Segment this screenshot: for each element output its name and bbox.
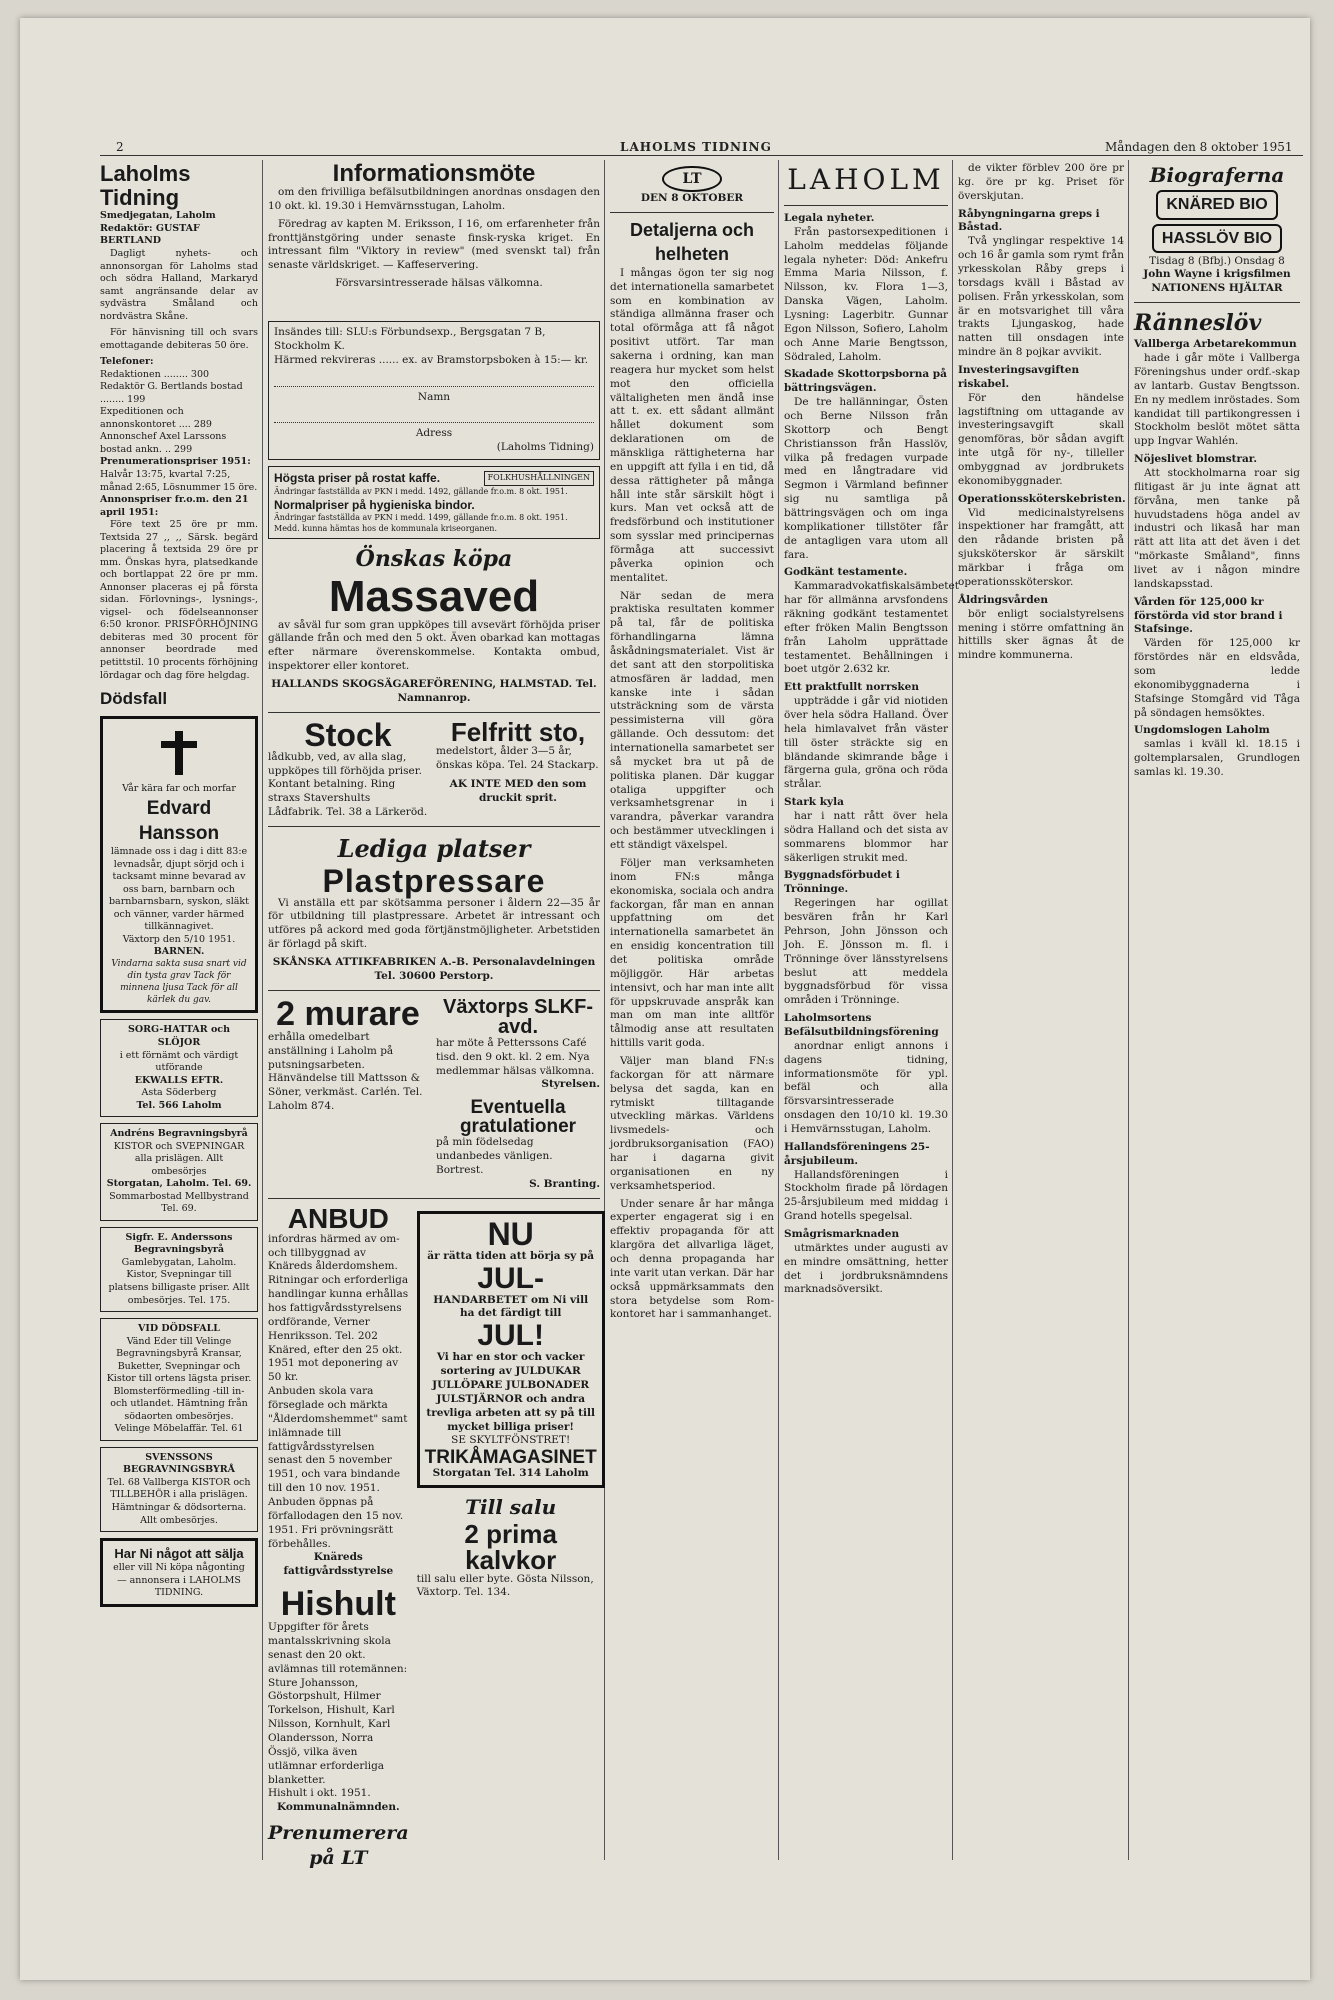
ad-address: Storgatan, Laholm. Tel. 69. — [106, 1178, 252, 1190]
stock-ad — [268, 716, 428, 820]
stock-heading: Stock — [304, 716, 392, 753]
anbud-heading: ANBUD — [287, 1202, 389, 1234]
anbud-row — [268, 1202, 600, 1872]
masthead-intro: Dagligt nyhets- och annonsorgan för Laholms stad och södra Halland, Markaryd samt angränsande delar av sydvästra Småland och nordvästra Skåne. — [100, 247, 258, 322]
column-local — [1134, 162, 1300, 1842]
masthead-title: Laholms Tidning — [100, 161, 191, 211]
notice-note: Ändringar fastställda av PKN i medd. 1499, gällande fr.o.m. 8 okt. 1951. Medd. kunna hämtas hos de kommunala kriseorganen. — [274, 513, 568, 533]
page-number: 2 — [116, 140, 124, 154]
ad-velinge — [100, 1318, 258, 1441]
ad-svenssons — [100, 1447, 258, 1532]
news-text: Två ynglingar respektive 14 och 16 år gamla som rymt från yrkesskolan Råby greps i torsdags kväll i Båstad av polisen. Från yrkesskolan, som är en motsvarighet till våra trakts Ljungaskog, hade natten till onsdagen inte mindre än 8 pojkar avvikit. — [958, 235, 1124, 359]
editorial-paragraph: När sedan de mera praktiska resultaten kommer på tal, får de politiska förhandlingarna lämna åskådningsmaterialet. Vist är det sant att den storpolitiska atmosfären är laddad, men kanske inte i sådan utsträckning som de värsta pessimisterna vill göra gällande. Och dessutom: det internationella samarbetet ser så mycket bra ut på de politiska planen. Där kuggar otaliga uppgifter och verksamhetsgrenar in i varandra, påverkar varandra och bestämmer utvecklingen i ett ständigt växelspel. — [610, 589, 774, 852]
address-field[interactable] — [274, 408, 594, 423]
header-rule — [100, 155, 1303, 156]
death-name: Edvard Hansson — [138, 798, 220, 845]
editorial-paragraph: I mångas ögon ter sig nog det internationella samarbetet som en kombination av ständiga allmänna fraser och total oförmåga att få något positivt utfört. Tar man sakerna i ordning, kan man reagera hur mycket som helst mot den officiella vältaligheten men ändå inse att t. ex. ett sådant allmänt hållet dokument som deklarationen om de mänskliga rättigheterna har en uppgift att fylla i en tid, då dessa rättigheter på många håll inte står särskilt högt i kurs. Man vet också att de fredsförbund och institutioner som sysslar med principernas förmåga att successivt påverka opinion och mentalitet. — [610, 266, 774, 584]
hishult-text: Uppgifter för årets mantalsskrivning skola senast den 20 okt. avlämnas till rotemännen: Sture Johansson, Göstorpshult, Hilmer Torkelson, Hishult, Karl Nilsson, Kornhult, Karl Olandersson, Norra Össjö, vilka även utlämnar erforderliga blanketter. — [268, 1621, 408, 1786]
anbud-ad — [268, 1202, 409, 1872]
kalvkor-heading: 2 prima kalvkor — [464, 1518, 557, 1575]
name-label: Namn — [417, 390, 451, 403]
info-text: Föredrag av kapten M. Eriksson, I 16, om erfarenheter från fronttjänstgöring under senaste finsk-ryska kriget. En intressant film "Viktory in review" (med svenskt tal) från senaste världskriget. — Kaffeservering. — [268, 217, 600, 272]
news-text: bör enligt socialstyrelsens mening i större omfattning än hittills sker ägnas åt de mindre kommunerna. — [958, 607, 1124, 662]
editorial-title: Detaljerna och helheten — [629, 220, 755, 265]
phone-line: Annonschef Axel Larssons bostad ankn. .. 299 — [100, 431, 227, 455]
eventuella-heading: Eventuella gratulationer — [459, 1097, 577, 1138]
divider — [268, 990, 600, 991]
divider — [610, 212, 774, 213]
masthead-address: Smedjegatan, Laholm — [100, 210, 216, 222]
prenumerera-heading: Prenumerera på LT — [268, 1822, 409, 1870]
jul-ad — [417, 1205, 605, 1872]
massaved-text: av såväl fur som gran uppköpes till avsevärt förhöjda priser gällande från och med den 5 okt. Även obarkad kan mottagas efter närmare överenskommelse. Kontakta ombud, inspektorer eller kontoret. — [268, 618, 600, 673]
news-text: anordnar enligt annons i dagens tidning, informationsmöte för ypl. befäl och alla försvarsintresserade onsdagen den 10/10 kl. 19.30 i Hemvärnsstugan, Laholm. — [784, 1039, 948, 1135]
ad-text: i ett förnämt och värdigt utförande — [119, 1049, 239, 1074]
hishult-date: Hishult i okt. 1951. — [268, 1787, 371, 1800]
news-text: utmärktes under augusti av en mindre omsättning, hetter det i jordbruksnämndens marknadsöversikt. — [784, 1241, 948, 1296]
column-masthead — [100, 162, 258, 1842]
news-text: Värden för 125,000 kr förstördes när en eldsvåda, som ledde ekonomibyggnaderna i Stafsinge Stomgård vid Tåga på söndagen hemsöktes. — [1134, 637, 1300, 719]
news-heading: Byggnadsförbudet i Trönninge. — [784, 869, 900, 896]
news-heading: Stark kyla — [784, 796, 844, 809]
trika-heading: TRIKÅMAGASINET — [424, 1447, 597, 1469]
ad-extra: Sommarbostad Mellbystrand Tel. 69. — [109, 1190, 249, 1215]
editorial-paragraph: Under senare år har många experter engagerat sig i en effektiv propaganda för att klargöra det allvarliga läget, och denna propaganda har inte varit utan verkan. Där har också uppmärksammats den stora betydelse som Rom-kontoret har i sammanhanget. — [610, 1197, 774, 1321]
news-text: Kammaradvokatfiskalsämbetet har för allmänna arvsfondens räkning godkänt testamentet efter fröken Malin Bengtsson från Laholm upprättade testamentet. Behållningen i boet utgör 2.632 kr. — [784, 580, 959, 676]
news-text: För den händelse lagstiftning om uttagande av investeringsavgift skall genomföras, bör sådan avgift inte utgå för ny-, tilleller ombyggnad av jordbrukets ekonomibyggnader. — [958, 391, 1124, 487]
issue-date: Måndagen den 8 oktober 1951 — [1105, 140, 1293, 154]
editorial-paragraph: Väljer man bland FN:s fackorgan för att närmare belysa det sagda, kan en rytmiskt tilltagande utveckling märkas. Världens livsmedels- och jordbruksorganisation (FAO) har i dagarna givit organisationen en ny verksamhetsperiod. — [610, 1054, 774, 1192]
wish-heading: Önskas köpa — [355, 546, 513, 573]
phone-line: Redaktör G. Bertlands bostad ........ 199 — [100, 381, 243, 405]
eventuella-sign: S. Branting. — [529, 1177, 600, 1190]
editorial-paragraph: Följer man verksamheten inom FN:s många ekonomiska, sociala och andra fackorgan, får man en annan uppfattning om det internationella samarbetet än en ensidig koncentration till det politiska område möjliggör. Här arbetas intensivt, och har man inte allt för uppskruvade anspråk kan man om man inte alltför tålmodig anse att resultaten hittills varit goda. — [610, 856, 774, 1050]
news-heading: Investeringsavgiften riskabel. — [958, 364, 1080, 390]
news-text: samlas i kväll kl. 18.15 i goltemplarsalen, Grundlogen samlas kl. 19.30. — [1134, 738, 1300, 778]
lediga-heading: Lediga platser — [337, 833, 531, 863]
masthead-editor: Redaktör: GUSTAF BERTLAND — [100, 222, 200, 247]
hishult-sign: Kommunalnämnden. — [276, 1801, 400, 1814]
news-heading: Nöjeslivet blomstrar. — [1134, 453, 1258, 466]
ad-prices-label: Annonspriser fr.o.m. den 21 april 1951: — [100, 494, 249, 518]
felfritt-ad — [436, 716, 600, 820]
death-heading: Dödsfall — [100, 689, 168, 709]
cross-icon — [175, 731, 183, 775]
divider — [784, 205, 948, 206]
news-heading: Ungdomslogen Laholm — [1134, 724, 1270, 737]
ad-title: SORG-HATTAR och SLÖJOR — [128, 1024, 230, 1048]
divider — [1134, 302, 1300, 303]
news-heading: Ett praktfullt norrsken — [784, 681, 919, 694]
ad-text: KISTOR och SVEPNINGAR alla prislägen. Allt ombesörjes — [113, 1140, 245, 1177]
notice-label: FOLKHUSHÅLLNINGEN — [484, 471, 594, 486]
column-rule — [262, 160, 263, 1860]
vaxtorp-ad — [436, 997, 600, 1192]
bio-logos — [1134, 188, 1300, 254]
nu-text: är rätta tiden att börja sy på — [427, 1249, 595, 1262]
ad-har-ni — [100, 1538, 258, 1607]
news-text: Hallandsföreningen i Stockholm firade på lördagen 25-årsjubileum med middag i Grand hotells spegelsal. — [784, 1168, 948, 1223]
nu-heading: NU — [487, 1215, 534, 1252]
news-text: Från pastorsexpeditionen i Laholm meddelas följande legala nyheter: Död: Ankefru Emma Maria Nilsson, f. Nilsson, kv. Flora 1—3, Danska Vägen, Laholm. Lysning: Lagerbitr. Gunnar Egon Nilsson, Sofiero, Laholm och Anne Marie Bengtsson, Södraled, Laholm. — [784, 225, 948, 363]
till-salu-heading: Till salu — [465, 1495, 557, 1520]
lt-logo: LT — [662, 166, 721, 192]
anbud-sign: Knäreds fattigvårdsstyrelse — [283, 1551, 394, 1578]
death-place: Växtorp den 5/10 1951. — [122, 933, 236, 945]
eventuella-text: på min födelsedag undanbedes vänligen. Bortrest. — [436, 1136, 553, 1176]
knared-bio-logo: KNÄRED BIO — [1156, 190, 1277, 219]
ak-inte-notice: AK INTE MED den som druckit sprit. — [449, 778, 587, 805]
info-title: Informationsmöte — [332, 160, 536, 187]
column-editorial — [610, 162, 774, 1842]
nu-text: Vi har en stor och vacker sortering av JULDUKAR JULLÖPARE JULBONADER JULSTJÄRNOR och andra trevliga arbeten att sy på till mycket billiga priser! — [426, 1351, 595, 1433]
death-notice — [100, 716, 258, 1013]
news-text: de vikter förblev 200 öre pr kg. öre pr kg. Priset för överskjutan. — [958, 162, 1124, 202]
news-heading: Hallandsföreningens 25-årsjubileum. — [784, 1140, 930, 1167]
prices: Halvår 13:75, kvartal 7:25, månad 2:65, Lösnummer 15 öre. — [100, 469, 258, 493]
news-text: hade i går möte i Vallberga Föreningshus under ordf.-skap av lantarb. Gustav Bengtsson. En ny medlem inröstades. Som kandidat till partikongressen i Stockholm beslöt mötet sätta upp Ingvar Wahlén. — [1134, 352, 1300, 448]
column-regional-news — [958, 162, 1124, 1842]
divider — [268, 1198, 600, 1199]
divider — [268, 826, 600, 827]
phones-label: Telefoner: — [100, 356, 154, 368]
ad-title: Sigfr. E. Anderssons Begravningsbyrå — [125, 1231, 233, 1256]
murare-row — [268, 994, 600, 1192]
form-text: Härmed rekvireras ...... ex. av Bramstorpsboken à 15:— kr. — [274, 353, 589, 366]
felfritt-heading: Felfritt sto, — [450, 716, 586, 747]
ad-text: Tel. 68 Vallberga KISTOR och TILLBEHÖR i alla prislägen. Hämtningar & dödsorterna. Allt ombesörjes. — [107, 1476, 251, 1526]
plast-firm: SKÅNSKA ATTIKFABRIKEN A.-B. Personalavdelningen Tel. 30600 Perstorp. — [272, 956, 596, 982]
column-rule — [952, 160, 953, 1860]
phone-line: Redaktionen ........ 300 — [100, 368, 210, 380]
news-text: Regeringen har ogillat besvären från hr Karl Pehrson, John Jönsson och Joh. E. Jönsson m. fl. i Trönninge över länsstyrelsens beslut att meddela byggnadsförbud för vissa områden i Trönninge. — [784, 897, 948, 1007]
ad-text: eller vill Ni köpa någonting — annonsera i LAHOLMS TIDNING. — [113, 1562, 245, 1599]
ad-title: Andréns Begravningsbyrå — [110, 1128, 248, 1140]
murare-text: erhålla omedelbart anställning i Laholm på putsningsarbeten. Hänvändelse till Mattsson & Söner, verkmäst. Carlén. Tel. Laholm 874. — [268, 1030, 423, 1113]
lt-logo-block — [610, 166, 774, 206]
news-heading: Vården för 125,000 kr förstörda vid stor brand i Stafsinge. — [1134, 595, 1283, 636]
death-intro: Vår kära far och morfar — [122, 783, 236, 795]
news-heading: Godkänt testamente. — [784, 566, 908, 579]
news-heading: Åldringsvården — [958, 593, 1048, 606]
ad-ekwalls — [100, 1019, 258, 1117]
ad-address: Gamlebygatan, Laholm. — [121, 1256, 237, 1268]
stock-text: lådkubb, ved, av alla slag, uppköpes till förhöjda priser. Kontant betalning. Ring straxs Stavershults Lådfabrik. Tel. 38 a Lärkeröd. — [268, 750, 428, 819]
massaved-heading: Massaved — [328, 571, 540, 621]
bio-heading: Biograferna — [1149, 163, 1285, 187]
notice-note: Ändringar fastställda av PKN i medd. 1492, gällande fr.o.m. 8 okt. 1951. — [274, 487, 568, 496]
laholm-heading: LAHOLM — [787, 163, 945, 196]
stock-row — [268, 716, 600, 820]
anbud-text: Anbuden skola vara förseglade och märkta "Ålderdomshemmet" samt inlämnade till fattigvårdsstyrelsen senast den 5 november 1951, och vara bindande till den 10 nov. 1951. Anbuden öppnas på förfallodagen den 15 nov. 1951. Fri prövningsrätt förbehålles. — [268, 1385, 408, 1550]
form-text: Insändes till: SLU:s Förbundsexp., Bergsgatan 7 B, Stockholm K. — [274, 326, 546, 352]
notice-heading: Normalpriser på hygieniska bindor. — [274, 497, 475, 512]
folkhushallning-notice — [268, 466, 600, 539]
news-heading: Operationssköterskebristen. — [958, 492, 1126, 505]
news-text: uppträdde i går vid niotiden över hela södra Halland. Över hela himlavalvet från väster till öster sträckte sig en bländande skimrande båge i färgerna gula, gröna och röda strålar. — [784, 695, 948, 791]
death-verse: Vindarna sakta susa snart vid din tysta grav Tack för minnena ljusa Tack för all kärlek du gav. — [111, 958, 247, 1005]
bio-film: John Wayne i krigsfilmen NATIONENS HJÄLTAR — [1143, 268, 1291, 295]
trika-address: Storgatan Tel. 314 Laholm — [432, 1467, 589, 1480]
murare-ad — [268, 994, 428, 1192]
subscription-form — [268, 321, 600, 460]
lt-date: DEN 8 OKTOBER — [640, 192, 744, 205]
trikamagasinet-ad — [417, 1211, 605, 1488]
name-field[interactable] — [274, 372, 594, 387]
paper-name: LAHOLMS TIDNING — [620, 140, 772, 154]
ad-price-details: Före text 25 öre pr mm. Textsida 27 ,, ,, Särsk. begärd placering å textsida 29 öre pr mm. Önskas hyra, platsedkande och bortlappat 22 öre pr mm. Annonser placeras ej på första sidan. Förlovnings-, lysnings-, vigsel- och födelseannonser 6:50 kronor. PRISFÖRHÖJNING debiteras med 30 procent för annonser beordrade med petittstil. 10 procents förhöjning lördagar och dag före helgdag. — [100, 519, 258, 681]
news-heading: Laholmsortens Befälsutbildningsförening — [784, 1012, 939, 1038]
ad-title: VID DÖDSFALL — [138, 1323, 220, 1335]
divider — [268, 712, 600, 713]
kalvkor-text: till salu eller byte. Gösta Nilsson, Växtorp. Tel. 134. — [416, 1572, 594, 1599]
ranneslov-heading: Ränneslöv — [1134, 310, 1262, 337]
anbud-text: infordras härmed av om- och tillbyggnad av Knäreds ålderdomshem. Ritningar och erforderliga handlingar kunna erhållas hos fattigvårdsstyrelsens ordförande, Verner Henriksson. Tel. 202 Knäred, efter den 25 okt. 1951 mot deponering av 50 kr. — [268, 1232, 409, 1384]
news-text: har i natt rått över hela södra Halland och det sista av sommarens blommor har säkerligen strukit med. — [784, 810, 948, 864]
ad-title: Har Ni något att sälja — [114, 1546, 244, 1562]
phone-line: Expeditionen och annonskontoret .... 289 — [100, 406, 212, 430]
death-text: lämnade oss i dag i ditt 83:e levnadsår, djupt sörjd och i tacksamt minne bevarad av oss barn, barnbarn och barnbarnsbarn, syskon, släkt och vänner, varder härmed tillkännagivet. — [108, 846, 250, 933]
news-text: Vid medicinalstyrelsens inspektioner har framgått, att den rådande bristen på sjuksköterskor är särskilt märkbar i fråga om operationssköterskor. — [958, 506, 1124, 588]
news-heading: Smågrismarknaden — [784, 1227, 900, 1240]
news-heading: Legala nyheter. — [784, 211, 875, 224]
ad-owner: Asta Söderberg — [141, 1087, 217, 1099]
ad-firm: EKWALLS EFTR. — [134, 1074, 224, 1086]
column-ads — [268, 160, 600, 1870]
massaved-firm: HALLANDS SKOGSÄGAREFÖRENING, HALMSTAD. Tel. Namnanrop. — [271, 677, 597, 704]
news-heading: Skadade Skottorpsborna på bättringsvägen. — [784, 368, 947, 395]
murare-heading: 2 murare — [276, 994, 420, 1033]
column-rule — [1128, 160, 1129, 1860]
skylt-text: SE SKYLTFÖNSTRET! — [451, 1434, 571, 1447]
address-label: Adress — [415, 427, 453, 440]
news-text: Att stockholmarna roar sig flitigast är ju inte ägnat att förvåna, men tanke på huvudstadens höga andel av industri och likaså har man rätt att lita att det även i det "mörkaste Småland", finns livet av i någon mindre landskapsstad. — [1134, 466, 1300, 590]
bio-days: Tisdag 8 (Bfbj.) Onsdag 8 — [1149, 254, 1285, 267]
ad-title: SVENSSONS BEGRAVNINGSBYRÅ — [122, 1451, 236, 1476]
plast-heading: Plastpressare — [322, 862, 546, 899]
info-text: Försvarsintresserade hälsas välkomna. — [335, 277, 543, 290]
vaxtorp-heading: Växtorps SLKF-avd. — [442, 995, 594, 1038]
ad-andrens — [100, 1123, 258, 1221]
news-heading: Råbyngningarna greps i Båstad. — [958, 207, 1100, 234]
column-rule — [778, 160, 779, 1860]
news-text: De tre hallänningar, Östen och Berne Nilsson från Skottorp och Bengt Christiansson från Hasslöv, vilka på fredagen vurpade med en långtradare vid Segmon i Värmland befinner sig nu samtliga på bättringsvägen och om inga komplikationer tillstöter får de antagligen vara utom all fara. — [784, 396, 948, 561]
ad-text: Vänd Eder till Velinge Begravningsbyrå Kransar, Buketter, Svepningar och Kistor till ortens lägsta priser. Blomsterförmedling -till in- och utlandet. Hämtning från södaorten ombesörjes. Velinge Möbelaffär. Tel. 61 — [106, 1335, 252, 1435]
ad-sigfr-andersson — [100, 1227, 258, 1312]
vaxtorp-sign: Styrelsen. — [541, 1078, 600, 1091]
vaxtorp-text: har möte å Petterssons Café tisd. den 9 okt. kl. 2 em. Nya medlemmar hälsas välkomna. — [436, 1036, 595, 1077]
death-family: BARNEN. — [153, 946, 205, 958]
news-heading: Vallberga Arbetarekommun — [1134, 338, 1297, 351]
info-text: om den frivilliga befälsutbildningen anordnas onsdagen den 10 okt. kl. 19.30 i Hemvärnsstugan, Laholm. — [268, 186, 600, 212]
felfritt-text: medelstort, ålder 3—5 år, önskas köpa. Tel. 24 Stackarp. — [436, 744, 599, 771]
jul2-heading: JUL! — [477, 1319, 544, 1353]
notice-heading: Högsta priser på rostat kaffe. — [274, 471, 441, 486]
ad-text: Kistor, Svepningar till platsens billigaste priser. Allt ombesörjes. Tel. 175. — [108, 1269, 250, 1306]
jul-heading: JUL- — [477, 1261, 544, 1295]
prices-label: Prenumerationspriser 1951: — [100, 456, 251, 468]
masthead-notice: För hänvisning till och svars emottagande debiteras 50 öre. — [100, 327, 258, 351]
hishult-heading: Hishult — [280, 1585, 396, 1624]
hasslov-bio-logo: HASSLÖV BIO — [1152, 224, 1282, 253]
form-paper: (Laholms Tidning) — [496, 441, 594, 454]
ad-tel: Tel. 566 Laholm — [136, 1099, 222, 1111]
plast-text: Vi anställa ett par skötsamma personer i åldern 22—35 år för utbildning till plastpressare. Arbetet är intressant och utföres på ackord med goda förtjänstmöjligheter. Arbetstiden är förlagd på skift. — [268, 896, 600, 951]
handarbetet-text: HANDARBETET om Ni vill ha det färdigt till — [433, 1293, 589, 1320]
column-laholm-news — [784, 162, 959, 1842]
